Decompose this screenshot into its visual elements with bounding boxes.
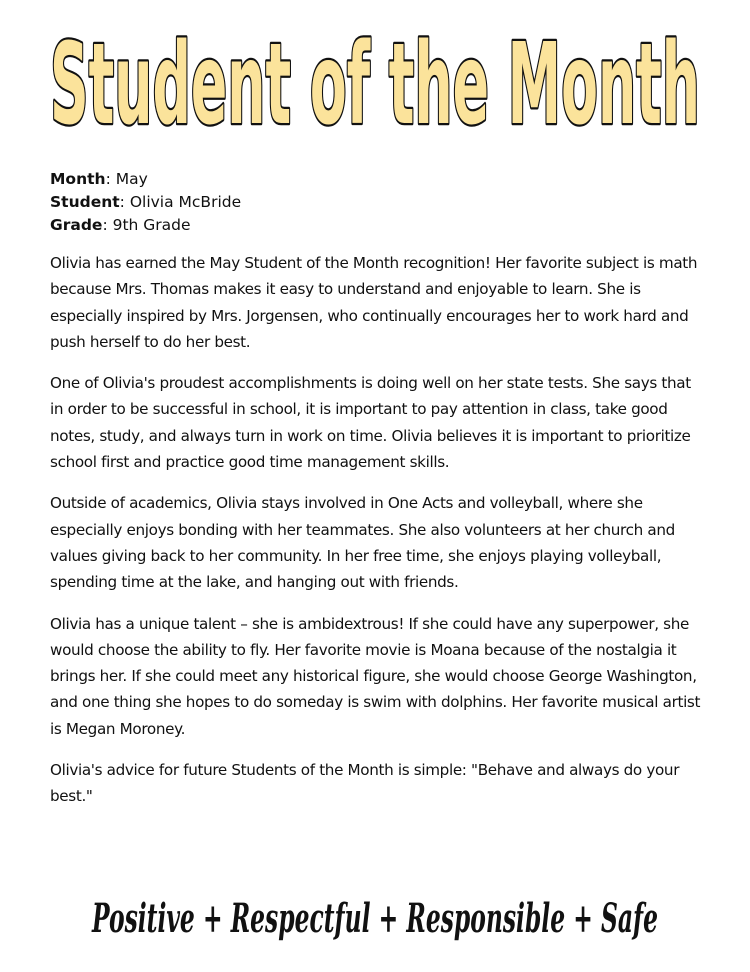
- grade-label: Grade: [50, 216, 103, 234]
- grade-row: [50, 214, 700, 237]
- title-graphic: [0, 0, 750, 160]
- title-banner: [0, 0, 750, 160]
- paragraph-fun-facts: Olivia has a unique talent – she is ambidextrous! If she could have any superpower, she would choose the ability to fly. Her favorite movie is Moana because of the nostalgia it brings her. If she could meet any historical figure, she would choose George Washington, and one thing she hopes to do someday is swim with dolphins. Her favorite musical artist is Megan Moroney.: [50, 614, 701, 738]
- page-title: Student of the Month: [50, 20, 700, 150]
- paragraph-favorite-subject: Olivia has earned the May Student of the Month recognition! Her favorite subject is math because Mrs. Thomas makes it easy to understand and enjoyable to learn. She is especially inspired by Mrs. Jorgensen, who continually encourages her to work hard and push herself to do her best.: [50, 254, 698, 351]
- month-label: Month: [50, 170, 106, 188]
- month-row: [50, 168, 700, 191]
- footer-motto: [0, 880, 750, 960]
- paragraph-advice: Olivia's advice for future Students of the Month is simple: "Behave and always do your best.": [50, 761, 680, 806]
- article-body: [50, 250, 702, 825]
- paragraph-accomplishments: One of Olivia's proudest accomplishments is doing well on her state tests. She says that in order to be successful in school, it is important to pay attention in class, take good notes, study, and always turn in work on time. Olivia believes it is important to prioritize school first and practice good time management skills.: [50, 374, 691, 472]
- motto-text: Positive + Respectful + Responsible + Safe: [91, 895, 658, 942]
- motto-graphic: [0, 880, 750, 960]
- student-details: [50, 168, 700, 237]
- student-row: [50, 191, 700, 214]
- paragraph-activities: Outside of academics, Olivia stays involved in One Acts and volleyball, where she especially enjoys bonding with her teammates. She also volunteers at her church and values giving back to her community. In her free time, she enjoys playing volleyball, spending time at the lake, and hanging out with friends.: [50, 494, 675, 592]
- student-value: : Olivia McBride: [119, 193, 242, 211]
- grade-value: : 9th Grade: [102, 216, 191, 234]
- student-label: Student: [50, 193, 120, 211]
- month-value: : May: [105, 170, 148, 188]
